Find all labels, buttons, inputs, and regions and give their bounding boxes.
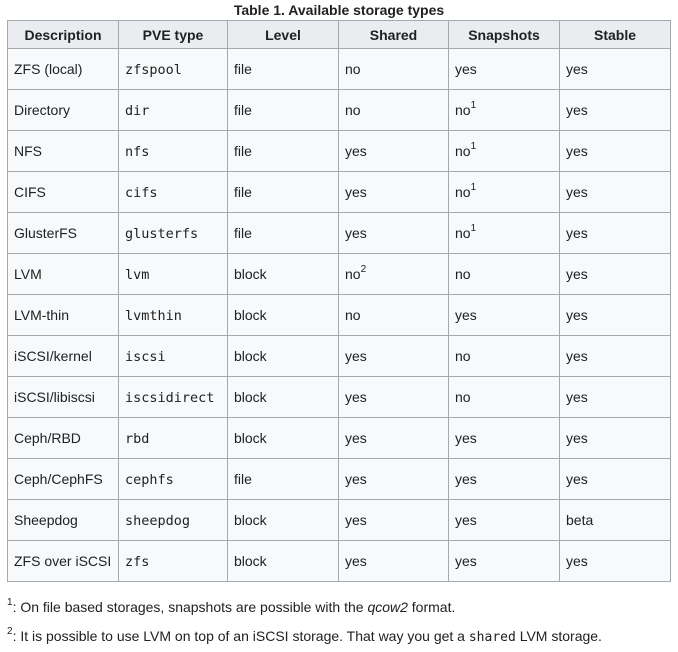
cell-description-value: Directory: [14, 102, 71, 118]
cell-snapshots-value: no: [455, 143, 471, 159]
cell-description-value: ZFS (local): [14, 61, 83, 77]
cell-level: [228, 541, 339, 582]
cell-shared: [339, 49, 449, 90]
cell-stable: [560, 49, 671, 90]
cell-level: [228, 172, 339, 213]
cell-snapshots-value: no: [455, 348, 471, 364]
table-row: [8, 459, 671, 500]
cell-pve-type: [119, 295, 228, 336]
cell-level: [228, 213, 339, 254]
cell-pve-type-value: lvmthin: [125, 307, 182, 324]
cell-stable: [560, 541, 671, 582]
cell-snapshots: [449, 459, 560, 500]
footnote-ref: 1: [470, 223, 477, 235]
cell-level: [228, 49, 339, 90]
cell-shared: [339, 90, 449, 131]
cell-shared-value: yes: [345, 348, 367, 364]
cell-shared: [339, 295, 449, 336]
cell-stable: [560, 459, 671, 500]
header-description: Description: [8, 21, 119, 49]
cell-level: [228, 336, 339, 377]
cell-level-value: block: [234, 430, 267, 446]
cell-stable-value: yes: [566, 102, 588, 118]
cell-pve-type-value: cifs: [125, 184, 158, 201]
cell-snapshots-value: no: [455, 102, 471, 118]
cell-snapshots: [449, 336, 560, 377]
cell-level-value: block: [234, 348, 267, 364]
cell-snapshots-value: yes: [455, 61, 477, 77]
cell-stable: [560, 295, 671, 336]
cell-stable-value: yes: [566, 389, 588, 405]
cell-description: [8, 500, 119, 541]
cell-pve-type: [119, 336, 228, 377]
cell-stable: [560, 377, 671, 418]
cell-level: [228, 459, 339, 500]
cell-snapshots-value: yes: [455, 430, 477, 446]
cell-shared-value: no: [345, 307, 361, 323]
cell-shared: [339, 418, 449, 459]
footnote-ref: 2: [360, 264, 367, 276]
table-row: [8, 336, 671, 377]
cell-pve-type-value: glusterfs: [125, 225, 199, 242]
cell-level: [228, 295, 339, 336]
footnote-ref: 1: [470, 100, 477, 112]
header-pve-type: PVE type: [119, 21, 228, 49]
cell-snapshots-value: no: [455, 389, 471, 405]
cell-snapshots: [449, 172, 560, 213]
table-row: [8, 377, 671, 418]
cell-description: [8, 541, 119, 582]
table-caption: Table 1. Available storage types: [233, 2, 445, 18]
cell-stable: [560, 131, 671, 172]
cell-stable-value: yes: [566, 61, 588, 77]
cell-snapshots-value: no: [455, 184, 471, 200]
cell-shared: [339, 377, 449, 418]
cell-description-value: iSCSI/libiscsi: [14, 389, 95, 405]
cell-description-value: iSCSI/kernel: [14, 348, 92, 364]
footnote-marker: 2: [7, 626, 13, 638]
cell-shared: [339, 213, 449, 254]
table-row: [8, 49, 671, 90]
cell-level: [228, 90, 339, 131]
cell-shared-value: yes: [345, 553, 367, 569]
cell-pve-type: [119, 459, 228, 500]
cell-pve-type: [119, 90, 228, 131]
cell-stable: [560, 418, 671, 459]
cell-snapshots: [449, 131, 560, 172]
cell-snapshots: [449, 295, 560, 336]
cell-shared-value: no: [345, 266, 361, 282]
cell-description: [8, 336, 119, 377]
cell-shared: [339, 336, 449, 377]
cell-snapshots: [449, 377, 560, 418]
cell-stable: [560, 336, 671, 377]
cell-description: [8, 213, 119, 254]
table-row: [8, 418, 671, 459]
cell-stable-value: yes: [566, 553, 588, 569]
cell-level-value: block: [234, 307, 267, 323]
cell-pve-type-value: iscsidirect: [125, 389, 215, 406]
cell-description-value: CIFS: [14, 184, 46, 200]
cell-stable: [560, 500, 671, 541]
storage-types-section: [7, 0, 671, 582]
cell-level-value: block: [234, 512, 267, 528]
header-snapshots: Snapshots: [449, 21, 560, 49]
cell-shared-value: yes: [345, 389, 367, 405]
cell-pve-type: [119, 213, 228, 254]
table-row: [8, 131, 671, 172]
table-row: [8, 295, 671, 336]
cell-pve-type: [119, 377, 228, 418]
cell-shared-value: no: [345, 61, 361, 77]
cell-level-value: block: [234, 266, 267, 282]
header-shared: Shared: [339, 21, 449, 49]
cell-description: [8, 418, 119, 459]
cell-pve-type: [119, 49, 228, 90]
cell-stable: [560, 172, 671, 213]
cell-snapshots: [449, 49, 560, 90]
table-row: [8, 500, 671, 541]
cell-shared-value: yes: [345, 184, 367, 200]
cell-description: [8, 131, 119, 172]
cell-shared-value: no: [345, 102, 361, 118]
cell-stable-value: yes: [566, 307, 588, 323]
cell-level-value: file: [234, 61, 252, 77]
table-header-row: [8, 21, 671, 49]
cell-snapshots-value: yes: [455, 512, 477, 528]
cell-level-value: file: [234, 143, 252, 159]
cell-description-value: ZFS over iSCSI: [14, 553, 112, 569]
cell-shared-value: yes: [345, 225, 367, 241]
cell-description-value: Ceph/RBD: [14, 430, 81, 446]
cell-description: [8, 254, 119, 295]
footnotes: [7, 593, 675, 651]
table-row: [8, 172, 671, 213]
cell-level: [228, 377, 339, 418]
cell-snapshots: [449, 254, 560, 295]
cell-description: [8, 90, 119, 131]
table-body: [8, 49, 671, 582]
cell-description: [8, 295, 119, 336]
cell-description: [8, 49, 119, 90]
cell-description-value: Sheepdog: [14, 512, 78, 528]
cell-stable-value: yes: [566, 266, 588, 282]
cell-pve-type-value: zfspool: [125, 61, 182, 78]
cell-pve-type-value: dir: [125, 102, 150, 119]
footnote-code: shared: [468, 630, 516, 645]
cell-snapshots-value: yes: [455, 553, 477, 569]
cell-pve-type-value: iscsi: [125, 348, 166, 365]
cell-pve-type: [119, 500, 228, 541]
cell-snapshots-value: yes: [455, 471, 477, 487]
cell-level-value: file: [234, 471, 252, 487]
cell-level-value: file: [234, 225, 252, 241]
footnote-text: format.: [407, 599, 456, 615]
cell-snapshots: [449, 541, 560, 582]
cell-description: [8, 377, 119, 418]
table-row: [8, 254, 671, 295]
cell-stable-value: yes: [566, 184, 588, 200]
cell-stable-value: beta: [566, 512, 594, 528]
cell-shared: [339, 500, 449, 541]
cell-snapshots-value: yes: [455, 307, 477, 323]
cell-snapshots: [449, 90, 560, 131]
cell-pve-type-value: sheepdog: [125, 512, 191, 529]
footnote-1: [7, 593, 675, 622]
cell-snapshots-value: no: [455, 266, 471, 282]
cell-stable: [560, 254, 671, 295]
cell-level-value: file: [234, 184, 252, 200]
cell-shared-value: yes: [345, 471, 367, 487]
cell-level: [228, 131, 339, 172]
cell-snapshots: [449, 213, 560, 254]
cell-level-value: block: [234, 389, 267, 405]
cell-pve-type: [119, 131, 228, 172]
footnote-text: LVM storage.: [515, 628, 602, 644]
cell-description-value: GlusterFS: [14, 225, 78, 241]
cell-pve-type-value: rbd: [125, 430, 150, 447]
cell-shared: [339, 459, 449, 500]
cell-level-value: block: [234, 553, 267, 569]
cell-snapshots: [449, 500, 560, 541]
footnote-text: : On file based storages, snapshots are possible with the: [12, 599, 368, 615]
footnote-text: : It is possible to use LVM on top of an iSCSI storage. That way you get a: [12, 628, 469, 644]
cell-stable-value: yes: [566, 225, 588, 241]
cell-shared: [339, 541, 449, 582]
cell-pve-type-value: lvm: [125, 266, 150, 283]
footnote-emphasis: qcow2: [367, 599, 408, 615]
header-stable: Stable: [560, 21, 671, 49]
cell-description-value: LVM-thin: [14, 307, 69, 323]
table-row: [8, 213, 671, 254]
cell-pve-type-value: cephfs: [125, 471, 174, 488]
cell-shared: [339, 172, 449, 213]
cell-snapshots-value: no: [455, 225, 471, 241]
table-row: [8, 90, 671, 131]
footnote-ref: 1: [470, 141, 477, 153]
cell-shared: [339, 254, 449, 295]
cell-snapshots: [449, 418, 560, 459]
cell-pve-type: [119, 418, 228, 459]
cell-pve-type: [119, 172, 228, 213]
cell-level: [228, 254, 339, 295]
cell-description: [8, 172, 119, 213]
storage-types-table: [7, 20, 671, 582]
cell-description-value: NFS: [14, 143, 42, 159]
footnote-2: [7, 622, 675, 651]
cell-pve-type-value: zfs: [125, 553, 150, 570]
cell-stable-value: yes: [566, 471, 588, 487]
footnote-marker: 1: [7, 597, 13, 609]
cell-shared-value: yes: [345, 430, 367, 446]
cell-description-value: LVM: [14, 266, 42, 282]
cell-stable: [560, 90, 671, 131]
cell-description: [8, 459, 119, 500]
cell-shared: [339, 131, 449, 172]
table-row: [8, 541, 671, 582]
cell-level: [228, 418, 339, 459]
cell-pve-type-value: nfs: [125, 143, 150, 160]
cell-stable-value: yes: [566, 430, 588, 446]
header-level: Level: [228, 21, 339, 49]
cell-stable: [560, 213, 671, 254]
cell-level: [228, 500, 339, 541]
cell-pve-type: [119, 541, 228, 582]
cell-stable-value: yes: [566, 348, 588, 364]
cell-shared-value: yes: [345, 143, 367, 159]
cell-level-value: file: [234, 102, 252, 118]
cell-pve-type: [119, 254, 228, 295]
cell-shared-value: yes: [345, 512, 367, 528]
cell-description-value: Ceph/CephFS: [14, 471, 103, 487]
cell-stable-value: yes: [566, 143, 588, 159]
footnote-ref: 1: [470, 182, 477, 194]
